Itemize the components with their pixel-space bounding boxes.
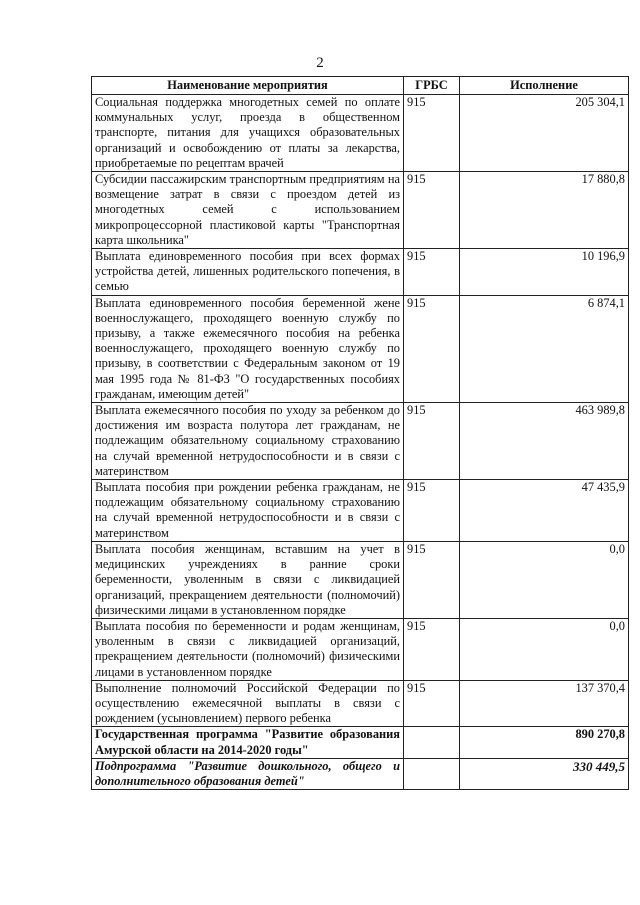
row-name: Выплата пособия по беременности и родам женщинам, уволенным в связи с ликвидацией организаций, прекращением деятельности (полномочий) физическими лицами в установленном порядке <box>92 618 404 680</box>
subprogram-name: Подпрограмма "Развитие дошкольного, общего и дополнительного образования детей" <box>92 758 404 789</box>
row-name: Выполнение полномочий Российской Федерации по осуществлению ежемесячной выплаты в связи с рождением (усыновлением) первого ребенка <box>92 680 404 727</box>
table-row <box>92 295 629 402</box>
row-value: 463 989,8 <box>460 403 629 480</box>
row-name: Выплата единовременного пособия беременной жене военнослужащего, проходящего военную службу по призыву, а также ежемесячного пособия на ребенка военнослужащего, проходящего военную службу по призыву, в соответствии с Федеральным законом от 19 мая 1995 года № 81-ФЗ "О государственных пособиях гражданам, имеющим детей" <box>92 295 404 402</box>
subprogram-row <box>92 758 629 789</box>
table-row <box>92 403 629 480</box>
program-name: Государственная программа "Развитие образования Амурской области на 2014-2020 годы" <box>92 727 404 758</box>
subprogram-grbs <box>404 758 460 789</box>
row-grbs: 915 <box>404 480 460 542</box>
row-grbs: 915 <box>404 403 460 480</box>
header-name: Наименование мероприятия <box>92 77 404 95</box>
row-grbs: 915 <box>404 249 460 296</box>
row-grbs: 915 <box>404 172 460 249</box>
header-execution: Исполнение <box>460 77 629 95</box>
row-grbs: 915 <box>404 295 460 402</box>
row-value: 17 880,8 <box>460 172 629 249</box>
row-value: 205 304,1 <box>460 95 629 172</box>
row-value: 10 196,9 <box>460 249 629 296</box>
table-row <box>92 541 629 618</box>
row-grbs: 915 <box>404 95 460 172</box>
row-grbs: 915 <box>404 680 460 727</box>
row-grbs: 915 <box>404 541 460 618</box>
subprogram-value: 330 449,5 <box>460 758 629 789</box>
table-row <box>92 618 629 680</box>
program-row <box>92 727 629 758</box>
program-grbs <box>404 727 460 758</box>
row-name: Социальная поддержка многодетных семей по оплате коммунальных услуг, проезда в общественном транспорте, питания для учащихся образовательных организаций и освобождению от платы за лекарства, приобретаемые по рецептам врачей <box>92 95 404 172</box>
row-value: 0,0 <box>460 618 629 680</box>
program-value: 890 270,8 <box>460 727 629 758</box>
table-header-row <box>92 77 629 95</box>
header-grbs: ГРБС <box>404 77 460 95</box>
row-name: Выплата пособия при рождении ребенка гражданам, не подлежащим обязательному социальному страхованию на случай временной нетрудоспособности и в связи с материнством <box>92 480 404 542</box>
row-name: Выплата ежемесячного пособия по уходу за ребенком до достижения им возраста полутора лет гражданам, не подлежащим обязательному социальному страхованию на случай временной нетрудоспособности и в связи с материнством <box>92 403 404 480</box>
table-row <box>92 480 629 542</box>
table-row <box>92 249 629 296</box>
row-value: 137 370,4 <box>460 680 629 727</box>
row-name: Выплата пособия женщинам, вставшим на учет в медицинских учреждениях в ранние сроки беременности, уволенным в связи с ликвидацией организаций, прекращением деятельности (полномочий) физическими лицами в установленном порядке <box>92 541 404 618</box>
row-grbs: 915 <box>404 618 460 680</box>
table-row <box>92 680 629 727</box>
row-name: Субсидии пассажирским транспортным предприятиям на возмещение затрат в связи с проездом детей из многодетных семей с использованием микропроцессорной пластиковой карты "Транспортная карта школьника" <box>92 172 404 249</box>
page-number: 2 <box>316 55 324 71</box>
row-name: Выплата единовременного пособия при всех формах устройства детей, лишенных родительского попечения, в семью <box>92 249 404 296</box>
row-value: 0,0 <box>460 541 629 618</box>
row-value: 6 874,1 <box>460 295 629 402</box>
report-table <box>91 76 629 790</box>
table-row <box>92 95 629 172</box>
row-value: 47 435,9 <box>460 480 629 542</box>
table-row <box>92 172 629 249</box>
